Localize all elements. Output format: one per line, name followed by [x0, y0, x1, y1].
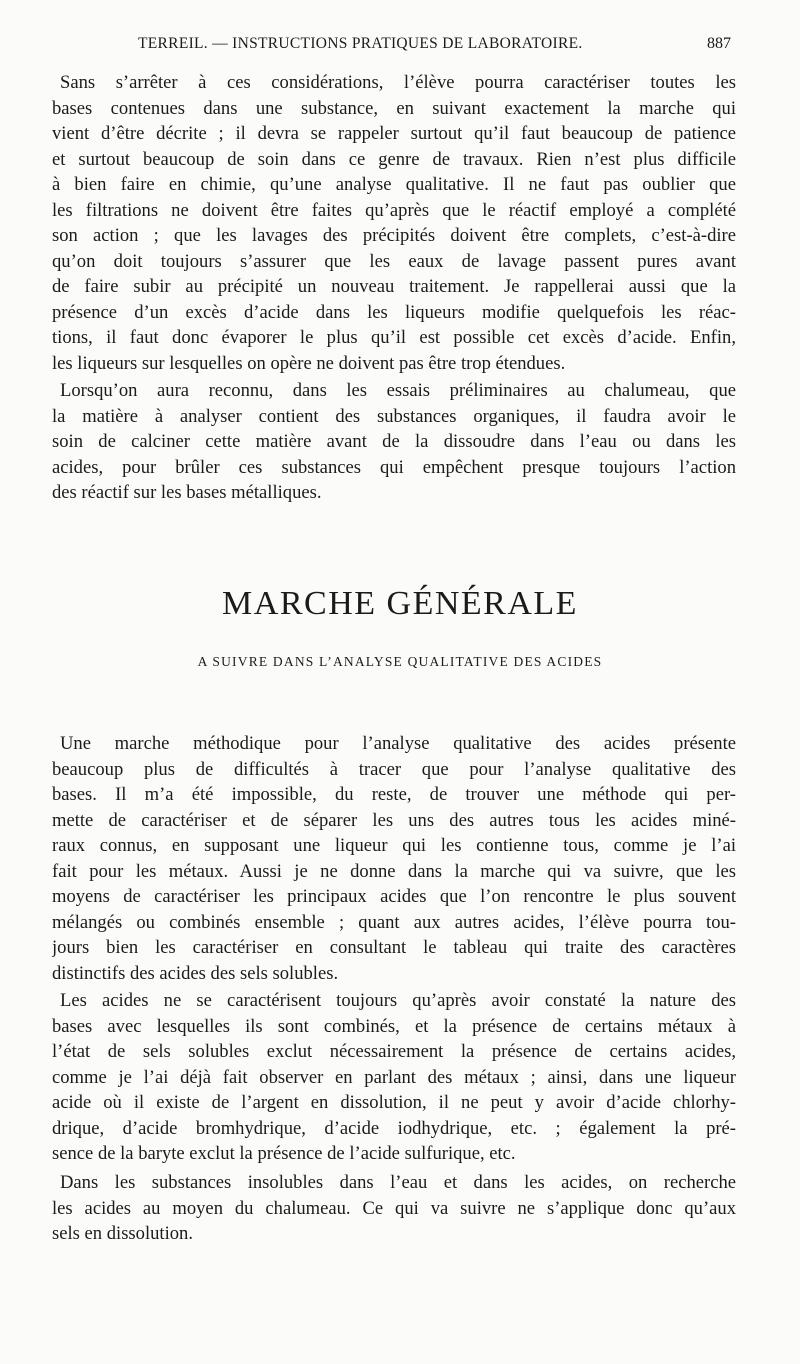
text-line: comme je l’ai déjà fait observer en parlant des métaux ; ainsi, dans une liqueur — [52, 1066, 736, 1088]
text-line: vient d’être décrite ; il devra se rappeler surtout qu’il faut beaucoup de patience — [52, 123, 736, 144]
text-line: beaucoup plus de difficultés à tracer que pour l’analyse qualitative des — [52, 758, 736, 780]
text-line: soin de calciner cette matière avant de la dissoudre dans l’eau ou dans les — [52, 431, 736, 452]
text-line: Lorsqu’on aura reconnu, dans les essais préliminaires au chalumeau, que — [60, 380, 736, 401]
text-line: les filtrations ne doivent être faites qu’après que le réactif employé a complété — [52, 199, 736, 221]
running-head-title: TERREIL. — INSTRUCTIONS PRATIQUES DE LABORATOIRE. — [138, 35, 583, 52]
text-line: mélangés ou combinés ensemble ; quant aux autres acides, l’élève pourra tou- — [52, 911, 736, 933]
text-line: les acides au moyen du chalumeau. Ce qui va suivre ne s’applique donc qu’aux — [52, 1197, 736, 1219]
paragraph-4 — [52, 988, 736, 1167]
text-line: mette de caractériser et de séparer les uns des autres tous les acides miné- — [52, 809, 736, 831]
text-line: à bien faire en chimie, qu’une analyse qualitative. Il ne faut pas oublier que — [52, 174, 736, 195]
text-line: jours bien les caractériser en consultant le tableau qui traite des caractères — [52, 937, 736, 958]
text-line: tions, il faut donc évaporer le plus qu’il est possible cet excès d’acide. Enfin, — [52, 327, 736, 348]
text-line: distinctifs des acides des sels solubles. — [52, 962, 339, 984]
page-number: 887 — [707, 35, 731, 52]
text-line: bases. Il m’a été impossible, du reste, de trouver une méthode qui per- — [52, 784, 736, 805]
text-line: Sans s’arrêter à ces considérations, l’élève pourra caractériser toutes les — [60, 72, 736, 93]
paragraph-3 — [52, 731, 736, 986]
section-subheading: A SUIVRE DANS L’ANALYSE QUALITATIVE DES ACIDES — [197, 654, 603, 669]
text-line: fait pour les métaux. Aussi je ne donne dans la marche qui va suivre, que les — [52, 860, 736, 882]
text-line: raux connus, en supposant une liqueur qui les contienne tous, comme je l’ai — [52, 835, 736, 856]
text-line: la matière à analyser contient des substances organiques, il faudra avoir le — [52, 405, 736, 427]
text-line: moyens de caractériser les principaux acides que l’on rencontre le plus souvent — [52, 886, 736, 907]
paragraph-1 — [52, 70, 736, 376]
text-line: sels en dissolution. — [52, 1223, 194, 1244]
text-line: son action ; que les lavages des précipités doivent être complets, c’est-à-dire — [52, 225, 736, 246]
text-line: bases contenues dans une substance, en suivant exactement la marche qui — [52, 97, 736, 119]
text-line: l’état de sels solubles exclut nécessairement la présence de certains acides, — [52, 1041, 736, 1062]
text-line: de faire subir au précipité un nouveau traitement. Je rappellerai aussi que la — [52, 276, 736, 297]
text-line: les liqueurs sur lesquelles on opère ne doivent pas être trop étendues. — [52, 352, 566, 374]
text-line: présence d’un excès d’acide dans les liqueurs modifie quelquefois les réac- — [52, 301, 736, 323]
text-line: acides, pour brûler ces substances qui empêchent presque toujours l’action — [52, 456, 736, 478]
text-line: des réactif sur les bases métalliques. — [52, 482, 322, 503]
text-line: bases avec lesquelles ils sont combinés, et la présence de certains métaux à — [52, 1015, 736, 1037]
text-line: Les acides ne se caractérisent toujours qu’après avoir constaté la nature des — [60, 990, 736, 1011]
text-line: Dans les substances insolubles dans l’eau et dans les acides, on recherche — [60, 1172, 736, 1193]
text-line: drique, d’acide bromhydrique, d’acide iodhydrique, etc. ; également la pré- — [52, 1117, 736, 1139]
running-head — [0, 35, 800, 57]
text-line: qu’on doit toujours s’assurer que les eaux de lavage passent pures avant — [52, 250, 736, 272]
paragraph-2 — [52, 378, 736, 506]
paragraph-5 — [52, 1170, 736, 1247]
text-line: acide où il existe de l’argent en dissolution, il ne peut y avoir d’acide chlorhy- — [52, 1092, 736, 1113]
section-heading: MARCHE GÉNÉRALE — [222, 585, 578, 622]
text-line: sence de la baryte exclut la présence de l’acide sulfurique, etc. — [52, 1143, 516, 1164]
text-line: et surtout beaucoup de soin dans ce genre de travaux. Rien n’est plus difficile — [52, 148, 736, 170]
text-line: Une marche méthodique pour l’analyse qualitative des acides présente — [60, 733, 736, 754]
